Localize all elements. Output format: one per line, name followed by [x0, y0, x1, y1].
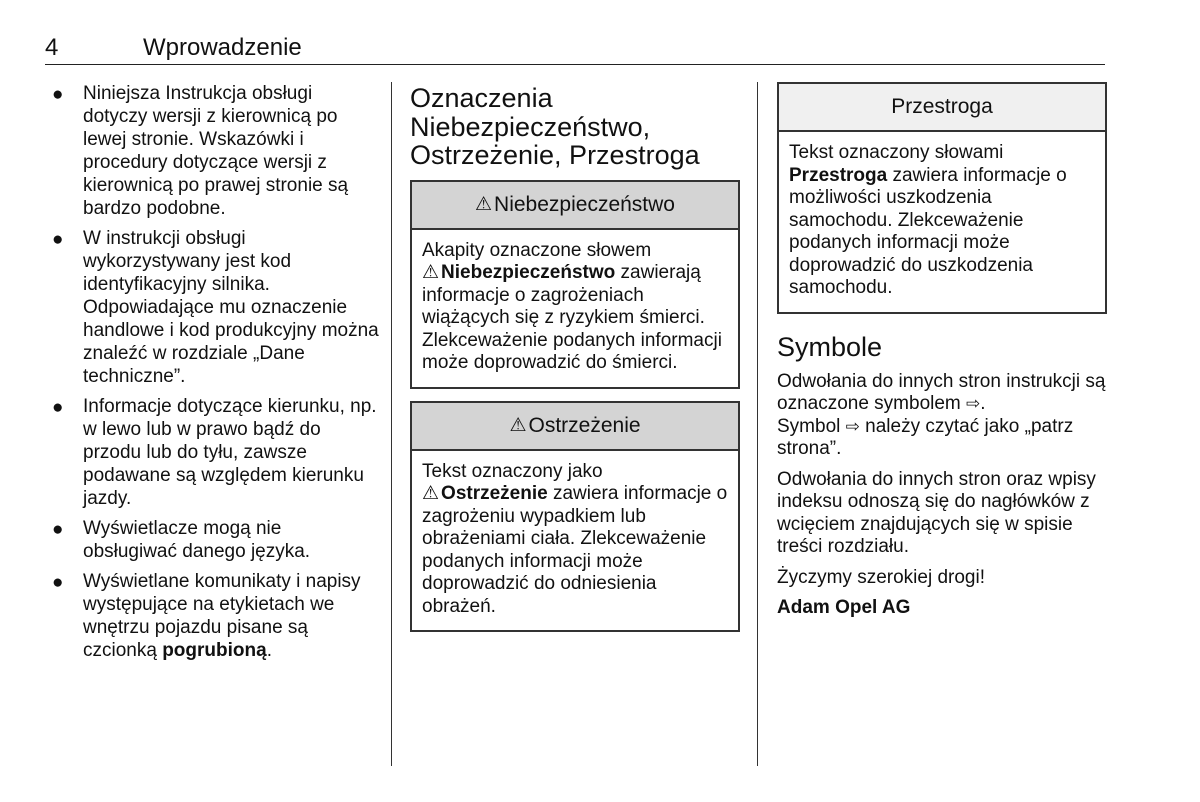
symbols-paragraph-2: Odwołania do innych stron oraz wpisy indeksu odnoszą się do nagłówków z wcięciem znajdujących się w spisie treści rozdziału. — [777, 468, 1096, 557]
list-item-end: . — [266, 640, 272, 661]
danger-title: Niebezpieczeństwo — [494, 192, 675, 216]
list-item — [50, 570, 380, 662]
danger-box-header — [412, 182, 738, 230]
warning-box-header — [412, 403, 738, 451]
list-item — [50, 395, 380, 510]
warning-box — [410, 401, 740, 633]
caution-box-header — [779, 84, 1105, 132]
list-item-text: Wyświetlane komunikaty i napisy występujące na etykietach we wnętrzu pojazdu pisane są czcionką — [83, 571, 361, 661]
paragraph-text: Odwołania do innych stron instrukcji są oznaczone symbolem — [777, 370, 1106, 414]
signature: Adam Opel AG — [777, 597, 911, 618]
list-item — [50, 227, 380, 388]
bullet-icon: ● — [52, 84, 64, 105]
page-reference-icon: ⇨ — [966, 394, 981, 413]
page-header — [45, 34, 1105, 64]
warning-triangle-icon: ⚠ — [422, 262, 440, 283]
warning-triangle-icon: ⚠ — [475, 194, 493, 215]
list-item-text: Wyświetlacze mogą nie obsługiwać danego języka. — [83, 518, 311, 562]
section-title: Wprowadzenie — [143, 34, 302, 61]
heading-line: Niebezpieczeństwo, — [410, 111, 651, 142]
closing-wish: Życzymy szerokiej drogi! — [777, 566, 985, 588]
page-reference-icon: ⇨ — [845, 416, 860, 436]
column-divider-2 — [757, 82, 758, 766]
danger-keyword: Niebezpieczeństwo — [441, 262, 616, 283]
warning-text: Tekst oznaczony jako — [422, 460, 603, 482]
column-3 — [777, 82, 1107, 619]
bullet-icon: ● — [52, 397, 64, 418]
bold-word: pogrubioną — [162, 640, 267, 661]
list-item-text: Niniejsza Instrukcja obsługi dotyczy wersji z kierownicą po lewej stronie. Wskazówki i procedury dotyczące wersji z kierownicą po prawej stronie są bardzo podobne. — [83, 83, 349, 219]
warning-title: Ostrzeżenie — [528, 413, 641, 437]
warning-box-body — [412, 451, 738, 631]
danger-text: Akapity oznaczone słowem — [422, 239, 652, 261]
column-1 — [50, 82, 380, 669]
list-item — [50, 82, 380, 220]
danger-box-body — [412, 230, 738, 387]
symbols-paragraph-1 — [777, 371, 1107, 461]
paragraph-text: . — [980, 393, 986, 414]
symbols-heading: Symbole — [777, 331, 883, 362]
heading-markings — [410, 84, 740, 170]
column-divider-1 — [391, 82, 392, 766]
column-2 — [410, 84, 740, 644]
caution-title: Przestroga — [891, 95, 993, 118]
danger-text: zawierają informacje o zagrożeniach wiążących się z ryzykiem śmierci. Zlekceważenie podanych informacji może doprowadzić do śmierci. — [422, 262, 722, 373]
bullet-icon: ● — [52, 229, 64, 250]
caution-text: Tekst oznaczony słowami — [789, 142, 1004, 163]
list-item-text: Informacje dotyczące kierunku, np. w lewo lub w prawo bądź do przodu lub do tyłu, zawsze podawane są względem kierunku jazdy. — [83, 396, 377, 509]
caution-box — [777, 82, 1107, 314]
list-item — [50, 517, 380, 563]
header-rule — [45, 64, 1105, 65]
bullet-icon: ● — [52, 519, 64, 540]
bullet-list — [50, 82, 380, 662]
list-item-text: W instrukcji obsługi wykorzystywany jest kod identyfikacyjny silnika. Odpowiadające mu oznaczenie handlowe i kod produkcyjny można znaleźć w rozdziale „Dane techniczne”. — [83, 228, 379, 387]
page-number: 4 — [45, 34, 59, 61]
heading-line: Ostrzeżenie, Przestroga — [410, 140, 700, 170]
paragraph-text: Symbol — [777, 415, 846, 437]
caution-box-body — [779, 132, 1105, 312]
warning-triangle-icon: ⚠ — [509, 415, 527, 436]
caution-keyword: Przestroga — [789, 164, 888, 186]
warning-keyword: Ostrzeżenie — [441, 483, 548, 504]
warning-triangle-icon: ⚠ — [422, 483, 440, 504]
bullet-icon: ● — [52, 572, 64, 593]
heading-line: Oznaczenia — [410, 83, 553, 113]
paragraph-text: należy czytać jako „patrz strona”. — [777, 415, 1074, 459]
danger-box — [410, 180, 740, 389]
caution-text: zawiera informacje o możliwości uszkodzenia samochodu. Zlekceważenie podanych informacji może doprowadzić do uszkodzenia samochodu. — [789, 164, 1067, 298]
warning-text: zawiera informacje o zagrożeniu wypadkiem lub obrażeniami ciała. Zlekceważenie podanych informacji może doprowadzić do odniesienia obrażeń. — [422, 483, 728, 617]
